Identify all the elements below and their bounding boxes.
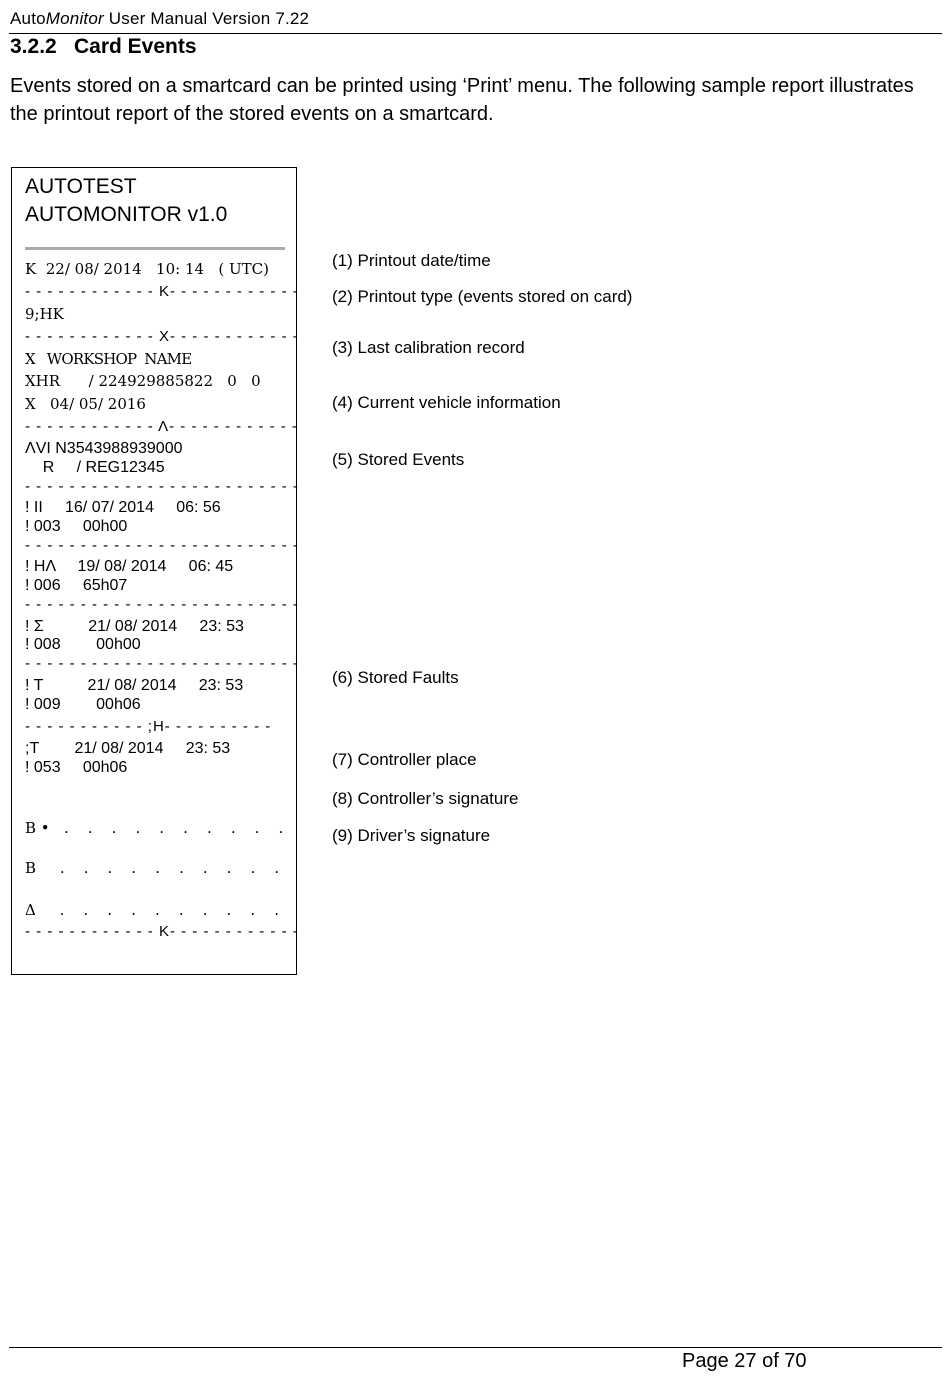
note-last-calibration: (3) Last calibration record [332,338,525,357]
note-controller-signature: (8) Controller’s signature [332,789,519,808]
note-stored-faults: (6) Stored Faults [332,668,459,687]
printout-divider: - - - - - - - - - - - - - - - - - - - - - - - - - [25,537,299,554]
printout-line: R / REG12345 [25,459,165,476]
sample-printout [11,167,297,975]
section-number: 3.2.2 [10,35,57,58]
printout-line: ;T 21/ 08/ 2014 23: 53 [25,740,231,757]
controller-signature-line: B . . . . . . . . . . [25,859,280,877]
printout-line: ! 006 65h07 [25,577,128,594]
printout-title: AUTOTEST [25,175,137,198]
footer-rule [9,1347,942,1348]
printout-line: ! 003 00h00 [25,518,128,535]
section-heading [10,35,197,59]
header-prefix: Auto [10,9,46,28]
printout-line: X WORKSHOP NAME [25,350,192,368]
printout-line: ! 053 00h06 [25,759,128,776]
printout-line: XHR / 224929885822 0 0 [25,372,261,390]
printout-line: ! 009 00h06 [25,696,141,713]
printout-divider: - - - - - - - - - - - - - - - - - - - - - - - - - [25,478,299,495]
printout-divider: - - - - - - - - - - - ;H- - - - - - - - - - [25,718,272,735]
printout-line: ! HΛ 19/ 08/ 2014 06: 45 [25,558,234,575]
header-italic: Monitor [45,9,104,28]
note-driver-signature: (9) Driver’s signature [332,826,491,845]
printout-divider: - - - - - - - - - - - - - - - - - - - - - - - - - [25,596,299,613]
controller-place-line: B • . . . . . . . . . . [25,819,284,837]
page-number: Page 27 of 70 [682,1350,807,1372]
header-rest: User Manual Version 7.22 [103,9,310,28]
printout-divider: - - - - - - - - - - - - K- - - - - - - - - - - - [25,923,299,940]
printout-line: X 04/ 05/ 2016 [25,395,146,413]
printout-line: ! II 16/ 07/ 2014 06: 56 [25,499,221,516]
printout-bar [25,247,285,250]
note-printout-datetime: (1) Printout date/time [332,251,491,270]
printout-divider: - - - - - - - - - - - - K- - - - - - - - - - - - [25,283,299,300]
intro-paragraph: Events stored on a smartcard can be printed using ‘Print’ menu. The following sample report illustrates the printout report of the stored events on a smartcard. [10,75,914,125]
running-header [10,9,309,29]
section-title: Card Events [74,35,197,58]
driver-signature-line: Δ . . . . . . . . . . [25,901,280,919]
printout-line: ! Σ 21/ 08/ 2014 23: 53 [25,618,244,635]
note-stored-events: (5) Stored Events [332,450,465,469]
header-rule [9,33,942,34]
note-vehicle-info: (4) Current vehicle information [332,393,561,412]
printout-divider: - - - - - - - - - - - - Λ- - - - - - - - - - - - [25,418,298,435]
note-controller-place: (7) Controller place [332,750,477,769]
printout-line: ! T 21/ 08/ 2014 23: 53 [25,677,244,694]
printout-divider: - - - - - - - - - - - - - - - - - - - - - - - - - [25,655,299,672]
printout-divider: - - - - - - - - - - - - X- - - - - - - - - - - - [25,328,299,345]
printout-line: K 22/ 08/ 2014 10: 14 ( UTC) [25,260,269,278]
printout-subtitle: AUTOMONITOR v1.0 [25,203,228,226]
printout-line: ΛVI N3543988939000 [25,440,183,457]
printout-line: ! 008 00h00 [25,636,141,653]
note-printout-type: (2) Printout type (events stored on card) [332,287,633,306]
printout-line: 9;HK [25,305,64,323]
